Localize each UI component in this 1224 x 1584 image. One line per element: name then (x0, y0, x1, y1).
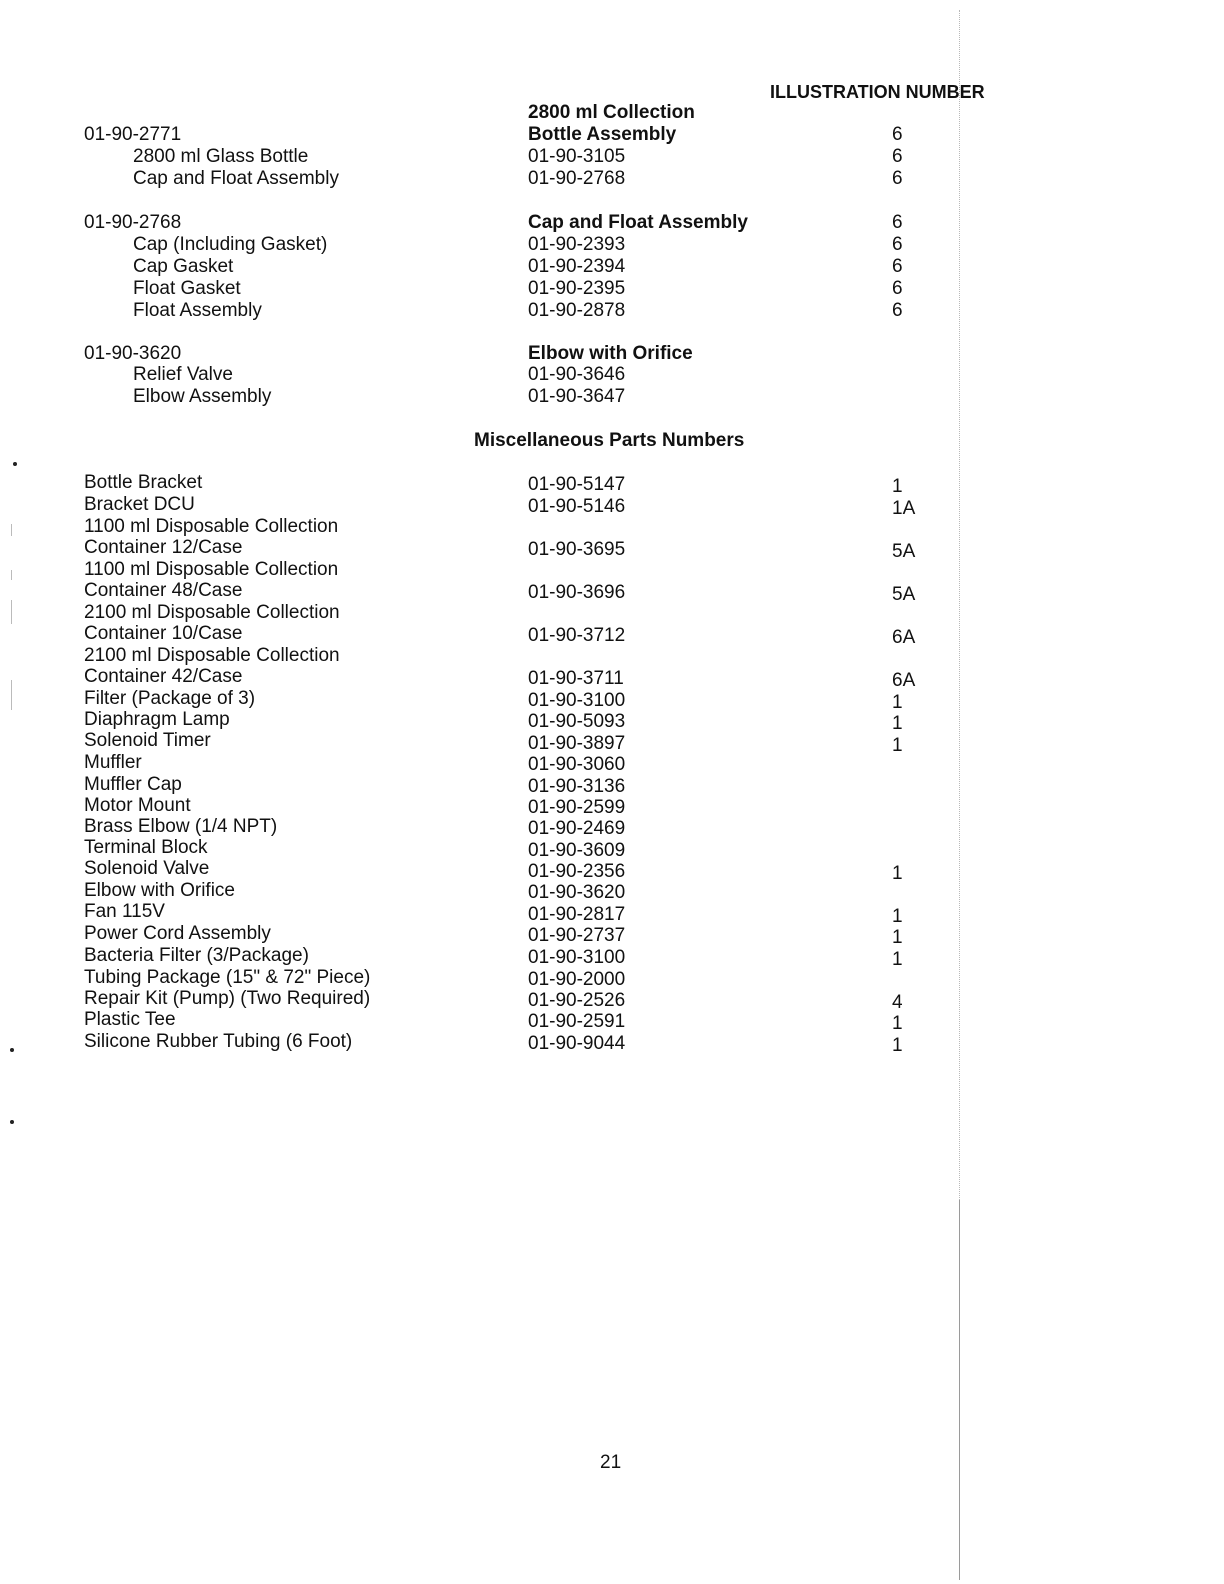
part-name: Motor Mount (84, 795, 191, 816)
part-number: 01-90-2878 (528, 300, 626, 321)
scan-edge-line-lower (959, 1200, 960, 1580)
part-name: Container 42/Case (84, 666, 243, 687)
page-number: 21 (600, 1452, 622, 1473)
part-number: 01-90-3647 (528, 386, 626, 407)
part-name: Power Cord Assembly (84, 923, 271, 944)
illustration-number: 1A (892, 498, 916, 519)
part-name: Brass Elbow (1/4 NPT) (84, 816, 278, 837)
part-number: 01-90-2817 (528, 904, 626, 925)
illustration-number: 6 (892, 146, 903, 167)
misc-section-title: Miscellaneous Parts Numbers (474, 430, 745, 451)
part-number: 01-90-9044 (528, 1033, 626, 1054)
part-number: 01-90-2599 (528, 797, 626, 818)
section-part-number: 01-90-2771 (84, 124, 182, 145)
part-number: 01-90-2737 (528, 925, 626, 946)
part-number: 01-90-3105 (528, 146, 626, 167)
part-name: Bacteria Filter (3/Package) (84, 945, 309, 966)
part-number: 01-90-5147 (528, 474, 626, 495)
scan-speck (10, 1048, 14, 1052)
part-number: 01-90-2393 (528, 234, 626, 255)
illustration-number: 1 (892, 713, 903, 734)
scan-speck (10, 1120, 14, 1124)
section-title-line2: Bottle Assembly (528, 124, 677, 145)
part-name: Float Gasket (133, 278, 241, 299)
part-number: 01-90-3100 (528, 947, 626, 968)
part-name: Container 12/Case (84, 537, 243, 558)
part-number: 01-90-3646 (528, 364, 626, 385)
illustration-number: 1 (892, 906, 903, 927)
part-name: Relief Valve (133, 364, 233, 385)
part-name: Plastic Tee (84, 1009, 176, 1030)
illustration-number: 1 (892, 863, 903, 884)
illustration-number: 1 (892, 1035, 903, 1056)
part-number: 01-90-2526 (528, 990, 626, 1011)
part-name: Elbow Assembly (133, 386, 272, 407)
illustration-number: 1 (892, 692, 903, 713)
part-number: 01-90-3897 (528, 733, 626, 754)
illustration-number: 4 (892, 992, 903, 1013)
section-title-line1: 2800 ml Collection (528, 102, 695, 123)
part-name-line1: 2100 ml Disposable Collection (84, 602, 340, 623)
part-number: 01-90-2469 (528, 818, 626, 839)
scan-mark (11, 680, 12, 710)
part-name: Repair Kit (Pump) (Two Required) (84, 988, 371, 1009)
part-name: Terminal Block (84, 837, 208, 858)
illustration-number: 1 (892, 949, 903, 970)
part-name: Silicone Rubber Tubing (6 Foot) (84, 1031, 353, 1052)
part-name: Diaphragm Lamp (84, 709, 230, 730)
part-name-line1: 1100 ml Disposable Collection (84, 516, 339, 537)
section-part-number: 01-90-2768 (84, 212, 182, 233)
scan-mark (11, 570, 12, 580)
part-number: 01-90-3609 (528, 840, 626, 861)
part-name: Muffler Cap (84, 774, 182, 795)
part-number: 01-90-3620 (528, 882, 626, 903)
part-name: Bracket DCU (84, 494, 195, 515)
part-number: 01-90-3136 (528, 776, 626, 797)
part-name: Float Assembly (133, 300, 262, 321)
part-name-line1: 1100 ml Disposable Collection (84, 559, 339, 580)
part-number: 01-90-5146 (528, 496, 626, 517)
illustration-number: 6A (892, 627, 916, 648)
section-illustration-number: 6 (892, 124, 903, 145)
part-name: Elbow with Orifice (84, 880, 235, 901)
part-name: Container 10/Case (84, 623, 243, 644)
illustration-number: 5A (892, 584, 916, 605)
illustration-number: 6 (892, 168, 903, 189)
part-number: 01-90-2591 (528, 1011, 626, 1032)
section-title: Elbow with Orifice (528, 343, 693, 364)
part-name: Fan 115V (84, 901, 165, 922)
scan-mark (11, 600, 12, 624)
part-number: 01-90-3695 (528, 539, 626, 560)
part-number: 01-90-3060 (528, 754, 626, 775)
section-title: Cap and Float Assembly (528, 212, 748, 233)
illustration-number: 1 (892, 1013, 903, 1034)
section-illustration-number: 6 (892, 212, 903, 233)
part-name: Muffler (84, 752, 142, 773)
part-number: 01-90-3712 (528, 625, 626, 646)
part-name: Container 48/Case (84, 580, 243, 601)
part-number: 01-90-3696 (528, 582, 626, 603)
illustration-number: 6 (892, 300, 903, 321)
illustration-number-header: ILLUSTRATION NUMBER (770, 82, 985, 102)
illustration-number: 1 (892, 476, 903, 497)
part-number: 01-90-2356 (528, 861, 626, 882)
part-name: Cap Gasket (133, 256, 234, 277)
part-number: 01-90-3711 (528, 668, 624, 689)
illustration-number: 6 (892, 278, 903, 299)
part-name: 2800 ml Glass Bottle (133, 146, 309, 167)
illustration-number: 1 (892, 927, 903, 948)
part-number: 01-90-2768 (528, 168, 626, 189)
part-number: 01-90-2394 (528, 256, 626, 277)
part-number: 01-90-2000 (528, 969, 626, 990)
part-name: Bottle Bracket (84, 472, 203, 493)
illustration-number: 1 (892, 735, 903, 756)
scan-speck (13, 462, 17, 466)
section-part-number: 01-90-3620 (84, 343, 182, 364)
part-number: 01-90-5093 (528, 711, 626, 732)
part-name: Solenoid Timer (84, 730, 211, 751)
illustration-number: 6A (892, 670, 916, 691)
part-number: 01-90-2395 (528, 278, 626, 299)
part-number: 01-90-3100 (528, 690, 626, 711)
part-name: Solenoid Valve (84, 858, 210, 879)
illustration-number: 5A (892, 541, 916, 562)
part-name: Tubing Package (15" & 72" Piece) (84, 967, 371, 988)
scan-mark (11, 524, 12, 536)
part-name: Cap and Float Assembly (133, 168, 339, 189)
illustration-number: 6 (892, 256, 903, 277)
part-name: Filter (Package of 3) (84, 688, 256, 709)
illustration-number: 6 (892, 234, 903, 255)
part-name: Cap (Including Gasket) (133, 234, 328, 255)
part-name-line1: 2100 ml Disposable Collection (84, 645, 340, 666)
